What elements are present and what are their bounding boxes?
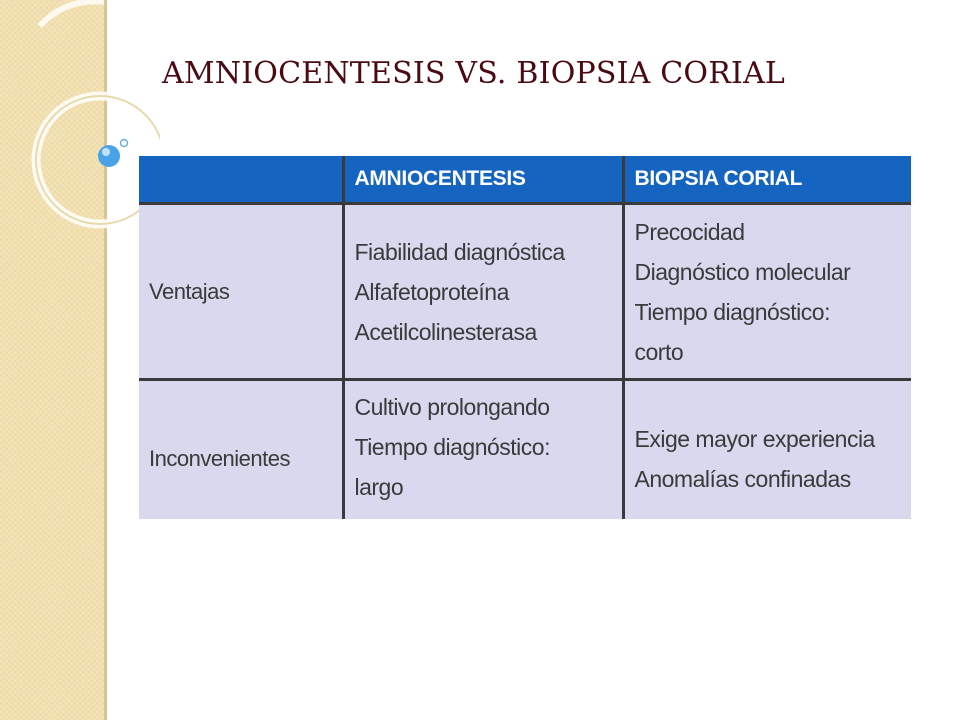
cell-line: Cultivo prolongando <box>354 394 550 420</box>
header-empty-cell <box>139 156 343 204</box>
table-row-ventajas <box>139 204 911 380</box>
cell-line: Tiempo diagnóstico: <box>354 434 550 460</box>
cell-line: largo <box>354 474 404 500</box>
cell-line: corto <box>634 338 684 365</box>
row-label-inconvenientes: Inconvenientes <box>139 380 343 520</box>
cell-inconvenientes-biopsia-corial <box>623 380 911 520</box>
comparison-table <box>139 156 911 519</box>
row-label-ventajas: Ventajas <box>139 204 343 380</box>
cell-line: Exige mayor experiencia <box>634 426 875 452</box>
slide-title: AMNIOCENTESIS VS. BIOPSIA CORIAL <box>162 56 786 91</box>
header-amniocentesis: AMNIOCENTESIS <box>343 156 623 204</box>
cell-ventajas-amniocentesis <box>343 204 623 380</box>
table-row-inconvenientes <box>139 380 911 520</box>
cell-line: Anomalías confinadas <box>634 466 851 492</box>
cell-inconvenientes-amniocentesis <box>343 380 623 520</box>
cell-line: Alfafetoproteína <box>354 278 509 305</box>
cell-line: Diagnóstico molecular <box>634 258 851 285</box>
cell-line: Fiabilidad diagnóstica <box>354 238 565 265</box>
comparison-table-container <box>139 156 911 519</box>
cell-line: Precocidad <box>634 218 745 245</box>
decorative-circles-icon <box>0 0 160 260</box>
header-biopsia-corial: BIOPSIA CORIAL <box>623 156 911 204</box>
cell-line: Acetilcolinesterasa <box>354 318 537 345</box>
cell-line: Tiempo diagnóstico: <box>634 298 830 325</box>
table-header-row <box>139 156 911 204</box>
cell-ventajas-biopsia-corial <box>623 204 911 380</box>
